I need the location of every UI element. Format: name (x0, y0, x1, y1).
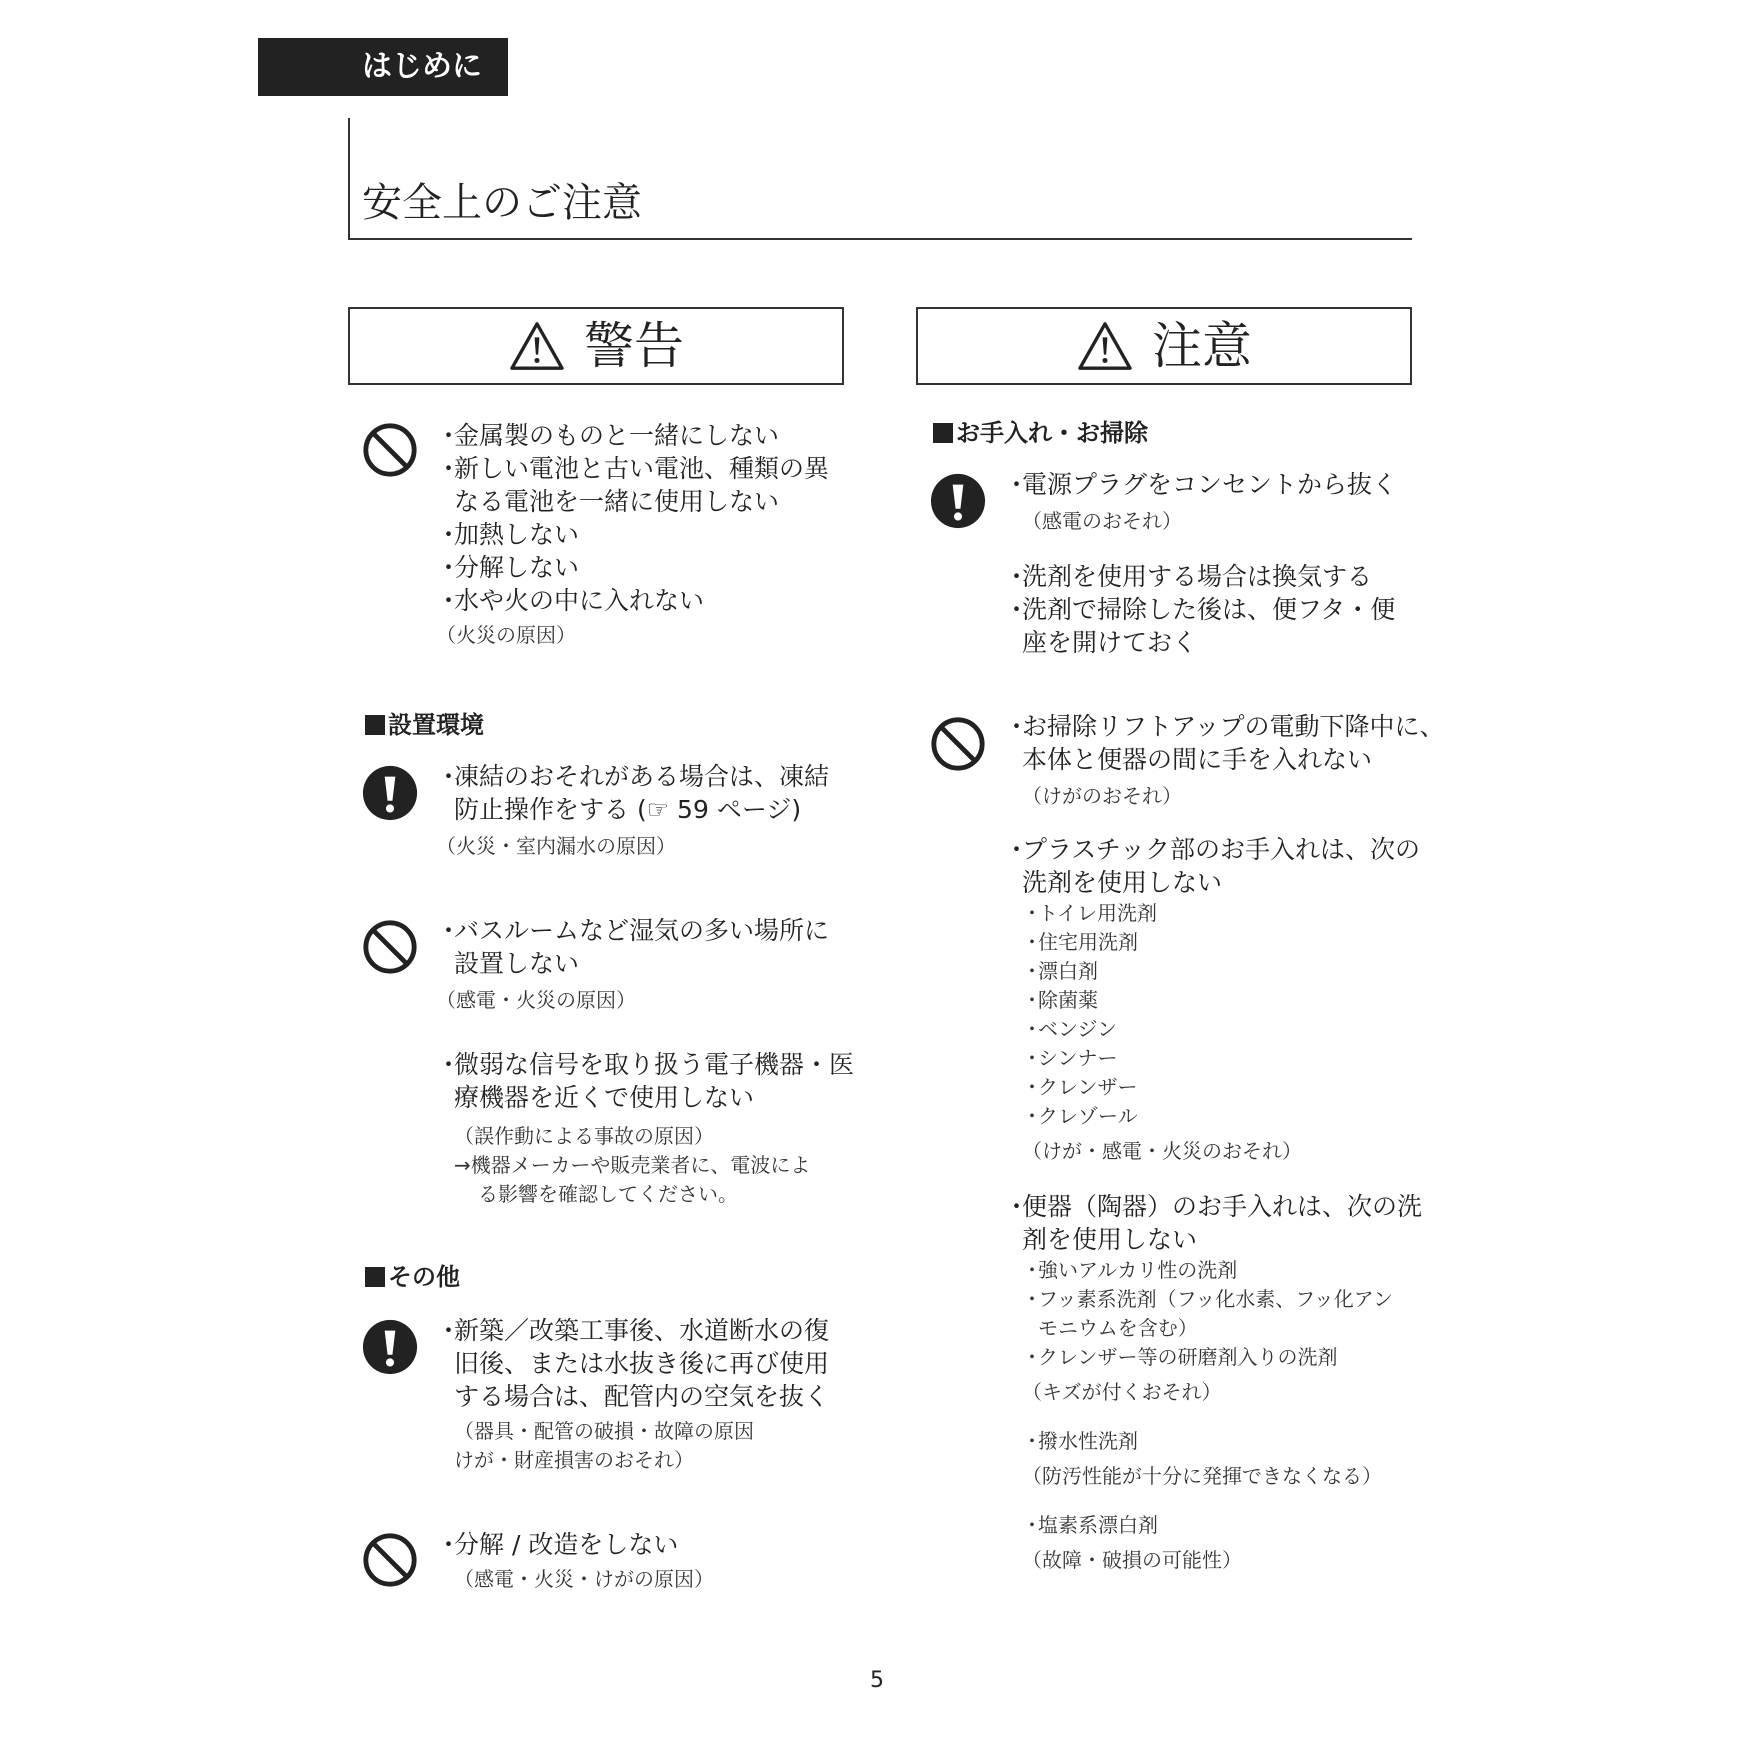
ventilation-instruction (1004, 560, 1395, 659)
list-item: ・プラスチック部のお手入れは、次の (1004, 835, 1421, 864)
section-heading-care: お手入れ・お掃除 (933, 416, 1148, 450)
list-item: ・凍結のおそれがある場合は、凍結 (436, 762, 830, 791)
prohibition-icon (361, 421, 419, 479)
list-item: 洗剤を使用しない (1022, 868, 1223, 897)
list-item: 座を開けておく (1022, 628, 1198, 657)
reason-note: （感電・火災・けがの原因） (454, 1567, 714, 1591)
freeze-prevention (436, 760, 829, 861)
mandatory-action-icon (361, 764, 419, 822)
reason-note: （火災の原因） (436, 623, 576, 647)
section-heading-install: 設置環境 (365, 708, 484, 742)
reason-note: （感電のおそれ） (1022, 509, 1182, 533)
list-item: 本体と便器の間に手を入れない (1022, 745, 1373, 774)
list-item: ・加熱しない (436, 520, 580, 549)
list-item: ・分解 / 改造をしない (436, 1530, 679, 1559)
prohibition-icon (361, 918, 419, 976)
plastic-care-warning (1004, 833, 1420, 1166)
reason-note: （感電・火災の原因） (436, 988, 636, 1012)
page-number: 5 (870, 1668, 884, 1693)
detergent-item: ・漂白剤 (1022, 959, 1098, 983)
list-item: ・電源プラグをコンセントから抜く (1004, 470, 1398, 499)
lift-up-warning (1004, 710, 1445, 811)
list-item: ・洗剤を使用する場合は換気する (1004, 562, 1373, 591)
list-item: なる電池を一緒に使用しない (454, 487, 780, 516)
detergent-item: ・強いアルカリ性の洗剤 (1022, 1258, 1238, 1282)
reason-note: （防汚性能が十分に発揮できなくなる） (1022, 1464, 1382, 1488)
list-item: 剤を使用しない (1022, 1225, 1198, 1254)
prohibition-icon (929, 715, 987, 773)
list-item: ・水や火の中に入れない (436, 586, 705, 615)
list-item: ・お掃除リフトアップの電動下降中に、 (1004, 712, 1445, 741)
caution-triangle-icon (1076, 320, 1134, 372)
reason-note: （器具・配管の破損・故障の原因 (454, 1419, 754, 1443)
electronics-warning (436, 1048, 854, 1209)
detergent-item: ・フッ素系洗剤（フッ化水素、フッ化アン (1022, 1287, 1393, 1311)
list-item: ・新築／改築工事後、水道断水の復 (436, 1316, 830, 1345)
list-item: ・便器（陶器）のお手入れは、次の洗 (1004, 1192, 1423, 1221)
detergent-item: ・クレゾール (1022, 1104, 1138, 1128)
detergent-item: ・クレンザー (1022, 1075, 1138, 1099)
list-item: する場合は、配管内の空気を抜く (454, 1382, 830, 1411)
warning-header (348, 307, 844, 385)
arrow-note: →機器メーカーや販売業者に、電波によ (454, 1153, 811, 1177)
detergent-item: ・ベンジン (1022, 1017, 1117, 1041)
list-item: ・バスルームなど湿気の多い場所に (436, 916, 830, 945)
warning-label: 警告 (584, 317, 684, 375)
title-rule-horizontal (348, 238, 1412, 240)
prohibition-icon (361, 1531, 419, 1589)
mandatory-action-icon (361, 1318, 419, 1376)
battery-warnings (436, 419, 829, 650)
detergent-item: ・住宅用洗剤 (1022, 930, 1138, 954)
list-item: ・金属製のものと一緒にしない (436, 421, 780, 450)
caution-header (916, 307, 1412, 385)
caution-label: 注意 (1152, 317, 1252, 375)
section-heading-other: その他 (365, 1260, 460, 1294)
section-tab: はじめに (258, 38, 508, 96)
reason-note: けが・財産損害のおそれ） (454, 1448, 694, 1472)
detergent-item: ・撥水性洗剤 (1022, 1429, 1138, 1453)
mandatory-action-icon (929, 472, 987, 530)
list-item: ・分解しない (436, 553, 580, 582)
list-item: ・洗剤で掃除した後は、便フタ・便 (1004, 595, 1396, 624)
page-title: 安全上のご注意 (362, 180, 642, 226)
list-item: 旧後、または水抜き後に再び使用 (454, 1349, 830, 1378)
unplug-instruction (1004, 468, 1397, 536)
arrow-note: る影響を確認してください。 (478, 1182, 738, 1206)
detergent-item: ・除菌薬 (1022, 988, 1098, 1012)
detergent-item: ・シンナー (1022, 1046, 1118, 1070)
reason-note: （キズが付くおそれ） (1022, 1380, 1222, 1404)
list-item: ・微弱な信号を取り扱う電子機器・医 (436, 1050, 855, 1079)
detergent-item: ・塩素系漂白剤 (1022, 1513, 1158, 1537)
title-rule-vertical (348, 118, 350, 240)
list-item: 防止操作をする (☞ 59 ページ) (454, 795, 802, 824)
detergent-item: モニウムを含む） (1038, 1316, 1198, 1340)
air-purge-instruction (436, 1314, 829, 1475)
reason-note: （火災・室内漏水の原因） (436, 834, 676, 858)
detergent-item: ・トイレ用洗剤 (1022, 901, 1157, 925)
disassembly-warning (436, 1528, 714, 1594)
humidity-warning (436, 914, 829, 1015)
list-item: ・新しい電池と古い電池、種類の異 (436, 454, 830, 483)
detergent-item: ・クレンザー等の研磨剤入りの洗剤 (1022, 1345, 1338, 1369)
ceramic-care-warning (1004, 1190, 1422, 1575)
list-item: 設置しない (454, 949, 580, 978)
reason-note: （けがのおそれ） (1022, 784, 1182, 808)
reason-note: （故障・破損の可能性） (1022, 1548, 1242, 1572)
list-item: 療機器を近くで使用しない (454, 1083, 755, 1112)
reason-note: （けが・感電・火災のおそれ） (1022, 1139, 1302, 1163)
warning-triangle-icon (508, 320, 566, 372)
reason-note: （誤作動による事故の原因） (454, 1124, 714, 1148)
